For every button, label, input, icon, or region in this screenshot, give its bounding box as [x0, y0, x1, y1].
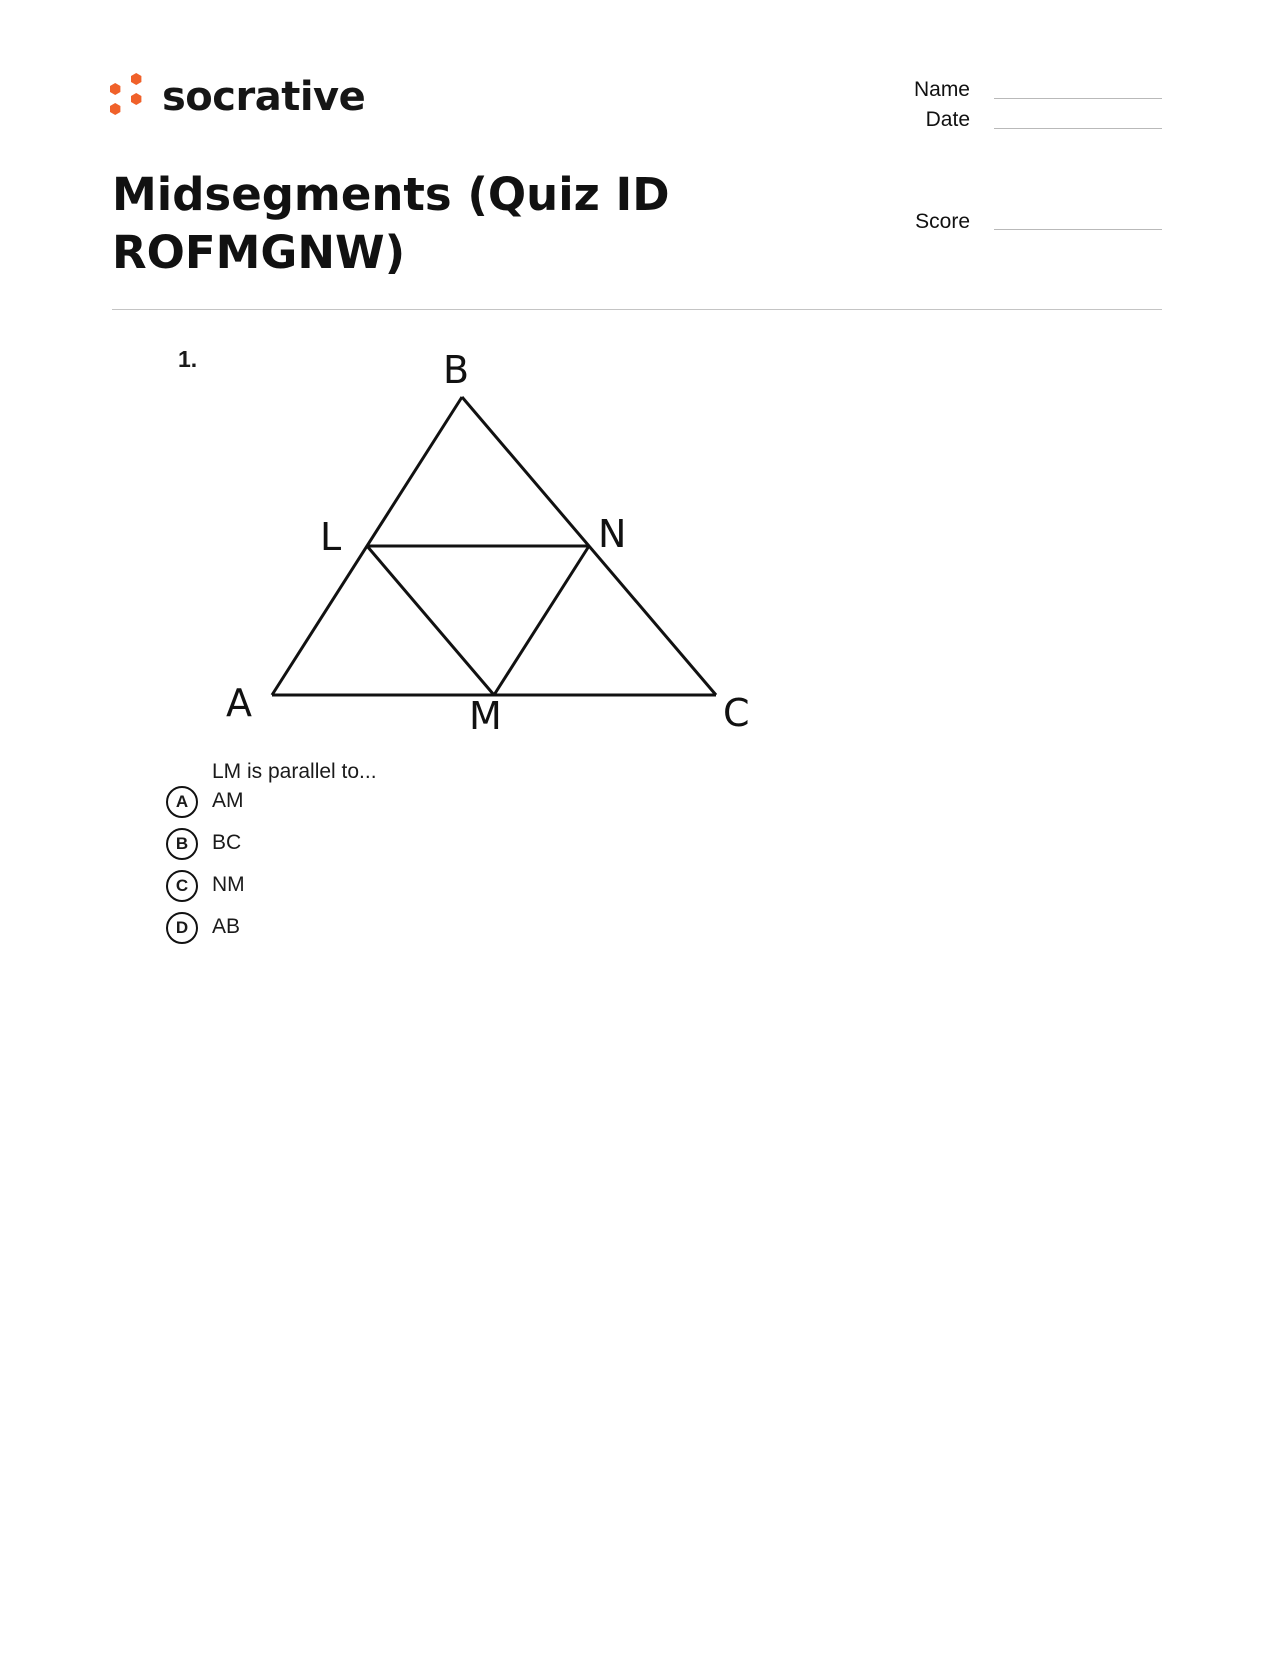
choice-b-bubble[interactable]: B: [166, 828, 198, 860]
score-label: Score: [915, 210, 970, 233]
socrative-hexagon-icon: [110, 72, 150, 122]
choice-c-text: NM: [212, 873, 245, 896]
score-line: [994, 229, 1162, 230]
header-divider: [112, 309, 1162, 310]
choice-d-text: AB: [212, 915, 241, 938]
triangle-figure: [210, 340, 770, 740]
choice-c-bubble[interactable]: C: [166, 870, 198, 902]
choice-a-text: AM: [212, 789, 244, 812]
segment-nm: [494, 546, 589, 695]
date-line: [994, 128, 1162, 129]
choice-a-bubble[interactable]: A: [166, 786, 198, 818]
vertex-label-a: A: [226, 681, 252, 725]
question-prompt: LM is parallel to...: [212, 760, 377, 783]
vertex-label-n: N: [598, 512, 627, 556]
vertex-label-l: L: [320, 515, 342, 559]
name-label: Name: [913, 78, 970, 101]
segment-lm: [367, 546, 494, 695]
question-number: 1.: [178, 346, 198, 372]
name-line: [994, 98, 1162, 99]
vertex-label-b: B: [443, 348, 470, 392]
brand-name: socrative: [162, 74, 366, 120]
choice-b-text: BC: [212, 831, 242, 854]
quiz-title: Midsegments (Quiz ID ROFMGNW): [112, 168, 670, 279]
vertex-label-c: C: [723, 691, 750, 735]
choice-d-bubble[interactable]: D: [166, 912, 198, 944]
vertex-label-m: M: [469, 694, 502, 738]
date-label: Date: [925, 108, 970, 131]
